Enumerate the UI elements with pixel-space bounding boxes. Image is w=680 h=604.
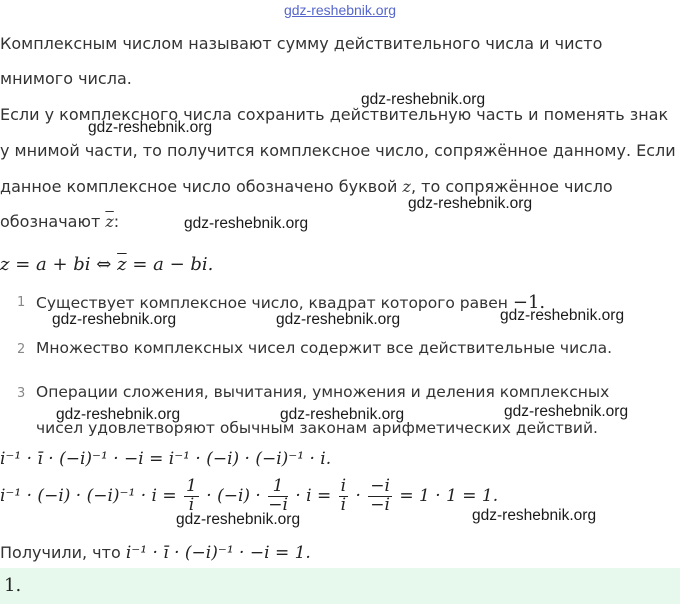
conjugate-line-3-start: данное комплексное число обозначено буквой bbox=[0, 177, 398, 196]
list-item-3-line-1: Операции сложения, вычитания, умножения и деления комплексных bbox=[36, 383, 610, 401]
watermark: gdz-reshebnik.org bbox=[276, 311, 401, 328]
list-item-1-math: −1. bbox=[512, 292, 546, 313]
watermark: gdz-reshebnik.org bbox=[280, 406, 405, 423]
watermark: gdz-reshebnik.org bbox=[361, 91, 486, 108]
list-item-2: Множество комплексных чисел содержит все действительные числа. bbox=[36, 339, 613, 357]
watermark: gdz-reshebnik.org bbox=[176, 511, 301, 528]
watermark: gdz-reshebnik.org bbox=[504, 403, 629, 420]
definition-line-2: мнимого числа. bbox=[0, 69, 132, 88]
watermark: gdz-reshebnik.org bbox=[408, 195, 533, 212]
list-item-2-number: 2 bbox=[17, 342, 26, 357]
solution-line-2: i⁻¹ · (−i) · (−i)⁻¹ · i = $\frac{1}{i}$ · (−i) · $\frac{1}{-i}$ · i = $\frac{i}{i}$ · $\frac{-i}{-i}$ = 1 · 1 = 1. bbox=[0, 476, 499, 515]
fraction-1-den: i bbox=[188, 494, 195, 515]
fraction-3-den: i bbox=[340, 494, 347, 515]
definition-line-1: Комплексным числом называют сумму действительного числа и чисто bbox=[0, 34, 603, 53]
watermark: gdz-reshebnik.org bbox=[472, 507, 597, 524]
conjugate-line-4-end: : bbox=[113, 212, 120, 231]
fraction-1-num: 1 bbox=[186, 476, 197, 496]
conjugate-line-3 bbox=[0, 177, 613, 196]
formula-iff: ⇔ bbox=[96, 254, 112, 275]
fraction-3-num: i bbox=[340, 476, 347, 496]
fraction-4-num: −i bbox=[370, 476, 390, 496]
solution-line-2-start: i⁻¹ · (−i) · (−i)⁻¹ · i = bbox=[0, 485, 177, 506]
formula-left: z = a + bi bbox=[0, 254, 91, 275]
conclusion-text: Получили, что bbox=[0, 543, 121, 562]
list-item-1-text: Существует комплексное число, квадрат которого равен bbox=[36, 294, 508, 312]
answer-box bbox=[0, 568, 680, 604]
conjugate-line-3-end: , то сопряжённое число bbox=[410, 177, 613, 196]
conjugate-line-1: Если у комплексного числа сохранить действительную часть и поменять знак bbox=[0, 105, 669, 124]
watermark: gdz-reshebnik.org bbox=[52, 311, 177, 328]
solution-line-1: i⁻¹ · ī · (−i)⁻¹ · −i = i⁻¹ · (−i) · (−i)⁻¹ · i. bbox=[0, 449, 332, 469]
formula-conj: $\overline{z}$ bbox=[117, 254, 127, 275]
formula-right: = a − bi. bbox=[132, 254, 214, 275]
watermark: gdz-reshebnik.org bbox=[56, 406, 181, 423]
site-header-link[interactable]: gdz-reshebnik.org bbox=[283, 2, 397, 18]
conclusion bbox=[0, 543, 311, 563]
fraction-3 bbox=[339, 478, 348, 515]
list-item-3-line-2: чисел удовлетворяют обычным законам арифметических действий. bbox=[36, 419, 598, 437]
conjugate-line-4 bbox=[0, 212, 119, 231]
fraction-2 bbox=[268, 478, 288, 515]
answer-value: 1. bbox=[4, 575, 22, 596]
list-item-1-number: 1 bbox=[17, 295, 26, 310]
fraction-4 bbox=[368, 478, 392, 515]
fraction-1 bbox=[184, 478, 199, 515]
watermark: gdz-reshebnik.org bbox=[184, 215, 309, 232]
conjugate-formula bbox=[0, 254, 213, 275]
watermark: gdz-reshebnik.org bbox=[500, 307, 625, 324]
solution-line-2-end: = 1 · 1 = 1. bbox=[399, 485, 499, 506]
conclusion-math: i⁻¹ · ī · (−i)⁻¹ · −i = 1. bbox=[125, 543, 311, 563]
conjugate-line-4-start: обозначают bbox=[0, 212, 101, 231]
conjugate-line-2: у мнимой части, то получится комплексное число, сопряжённое данному. Если bbox=[0, 141, 676, 160]
list-item-1 bbox=[36, 292, 545, 313]
var-z: z bbox=[402, 177, 411, 196]
fraction-4-den: −i bbox=[370, 494, 390, 515]
watermark: gdz-reshebnik.org bbox=[88, 119, 213, 136]
list-item-3-number: 3 bbox=[17, 386, 26, 401]
fraction-2-den: −i bbox=[268, 494, 288, 515]
var-z-conj: $\overline{z}$ bbox=[105, 212, 114, 231]
fraction-2-num: 1 bbox=[268, 478, 288, 497]
